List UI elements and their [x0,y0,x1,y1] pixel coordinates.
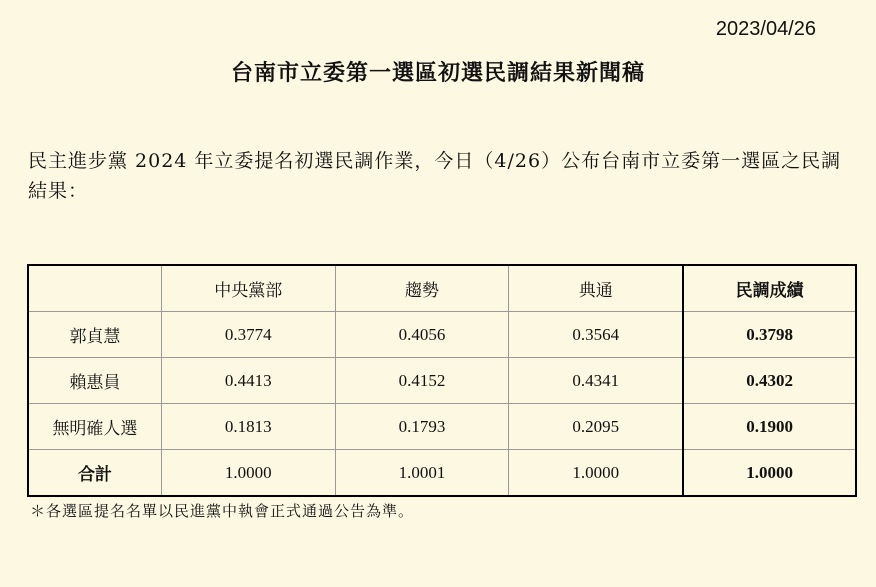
cell-score: 1.0000 [683,450,856,497]
cell-score: 0.3798 [683,312,856,358]
row-label: 賴惠員 [28,358,161,404]
row-label: 無明確人選 [28,404,161,450]
poll-results-table [27,264,857,497]
cell-value: 0.1793 [335,404,509,450]
cell-value: 0.4152 [335,358,509,404]
cell-value: 1.0001 [335,450,509,497]
cell-value: 0.4056 [335,312,509,358]
cell-value: 0.4413 [161,358,335,404]
cell-score: 0.1900 [683,404,856,450]
table-row [28,358,856,404]
row-label: 郭貞慧 [28,312,161,358]
cell-value: 1.0000 [509,450,683,497]
cell-value: 0.3774 [161,312,335,358]
header-central-party: 中央黨部 [161,265,335,312]
header-corner [28,265,161,312]
table-header-row [28,265,856,312]
cell-value: 0.4341 [509,358,683,404]
table-row [28,312,856,358]
table-row [28,404,856,450]
table-row-total [28,450,856,497]
page-title: 台南市立委第一選區初選民調結果新聞稿 [230,61,645,86]
cell-value: 0.1813 [161,404,335,450]
header-diantong: 典通 [509,265,683,312]
intro-paragraph: 民主進步黨 2024 年立委提名初選民調作業，今日（4/26）公布台南市立委第一選區之民調結果： [28,150,842,202]
footnote: ＊各選區提名名單以民進黨中執會正式通過公告為準。 [30,502,415,520]
release-date: 2023/04/26 [715,18,816,40]
row-label-total: 合計 [28,450,161,497]
header-trend: 趨勢 [335,265,509,312]
cell-value: 0.3564 [509,312,683,358]
cell-value: 1.0000 [161,450,335,497]
cell-score: 0.4302 [683,358,856,404]
cell-value: 0.2095 [509,404,683,450]
header-poll-score: 民調成績 [683,265,856,312]
